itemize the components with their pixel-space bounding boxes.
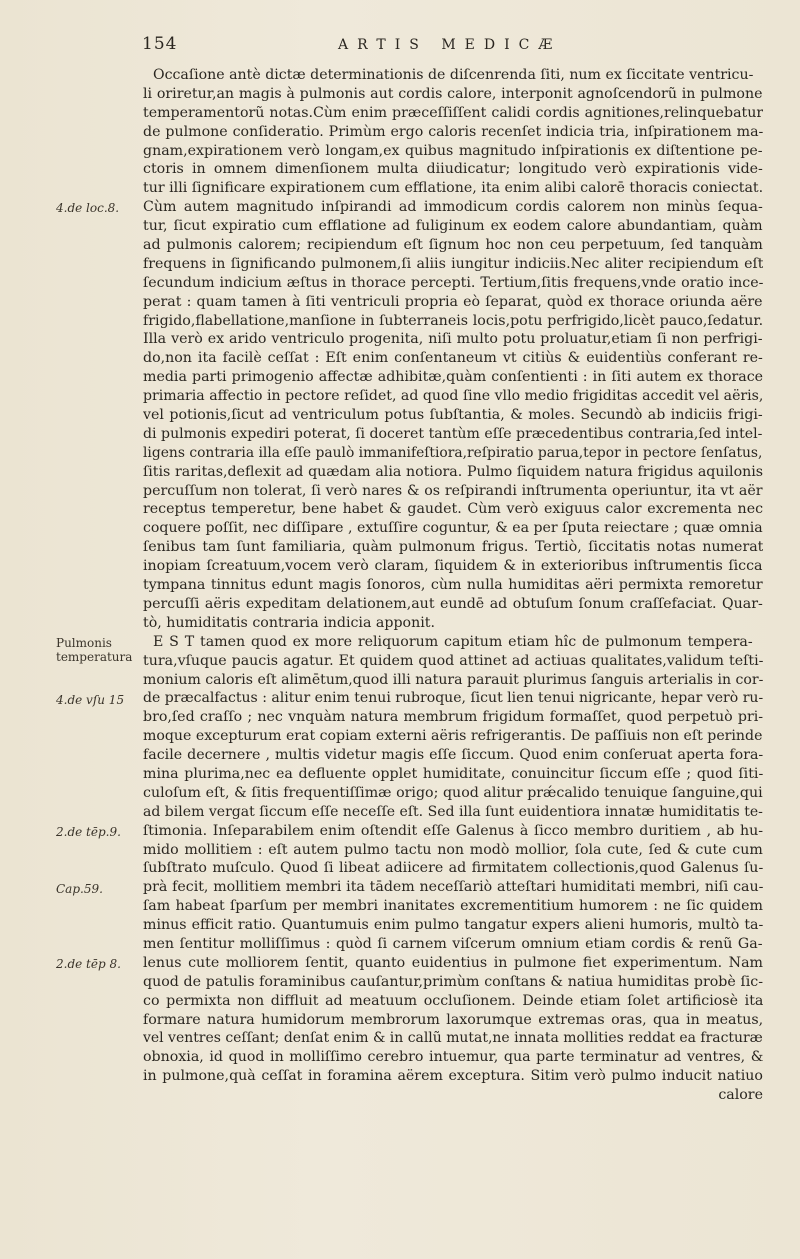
text-line: frigido,flabellatione,manſione in ſubterraneis locis,potu perfrigido,licèt pauco,ſedatur.	[143, 312, 763, 329]
text-line: Illa verò ex arido ventriculo progenita, niſi multo potu proluatur,etiam ſi non perfrigi-	[143, 331, 763, 348]
text-line: receptus temperetur, bene habet & gaudet. Cùm verò exiguus calor excrementa nec	[143, 501, 763, 518]
text-line: obnoxia, id quod in molliſſimo cerebro intuemur, qua parte terminatur ad ventres, &	[143, 1049, 763, 1066]
text-line: Occaſione antè dictæ determinationis de diſcenrenda ſiti, num ex ſiccitate ventricu-	[152, 67, 754, 83]
margin-note-line: temperatura	[56, 650, 133, 664]
text-line: calore	[718, 1087, 763, 1104]
text-line: ctoris in omnem dimenſionem multa diiudicatur; longitudo verò expirationis vide-	[143, 161, 763, 178]
text-line: ſitis raritas,deflexit ad quædam alia notiora. Pulmo ſiquidem natura frigidus aquilonis	[143, 463, 763, 480]
text-line: formare natura humidorum membrorum laxorumque extremas oras, qua in meatus,	[143, 1011, 763, 1028]
margin-note	[56, 825, 121, 839]
margin-note-line: 2.de tēp.9.	[56, 825, 121, 839]
text-line: de præcalfactus : alitur enim tenui rubroque, ſicut lien tenui nigricante, hepar verò ru-	[143, 690, 763, 707]
text-line: tò, humiditatis contraria indicia apponit.	[143, 614, 435, 631]
text-line: primaria affectio in pectore reſidet, ad quod ſine vllo medio frigiditas accedit vel aëris,	[143, 388, 764, 405]
margin-note	[56, 636, 132, 664]
text-line: coquere poſſit, nec diſſipare , extuſſire coguntur, & ea per ſputa reiectare ; quæ omnia	[143, 520, 763, 537]
text-line: ſenibus tam ſunt familiaria, quàm pulmonum frigus. Tertiò, ſiccitatis notas numerat	[143, 539, 763, 556]
text-line: vel ventres ceſſant; denſat enim & in callũ mutat,ne innata mollities reddat ea fracturæ	[143, 1030, 763, 1047]
text-line: prà fecit, mollitiem membri ita tādem neceſſariò atteſtari humiditati membri, niſi cau-	[143, 879, 763, 896]
text-line: ſam habeat ſparſum per membri inanitates excrementitium humorem : ne ſic quidem	[143, 898, 763, 915]
text-line: minus efficit ratio. Quantumuis enim pulmo tangatur expers alieni humoris, multò ta-	[143, 917, 763, 934]
text-line: perat : quam tamen à ſiti ventriculi propria eò ſeparat, quòd ex thorace oriunda aëre	[143, 293, 763, 310]
text-line: men ſentitur molliſſimus : quòd ſi carnem viſcerum omnium etiam cordis & renũ Ga-	[143, 935, 763, 952]
text-line: de pulmone conſideratio. Primùm ergo caloris recenſet indicia tria, inſpirationem ma-	[143, 123, 763, 140]
text-line: culoſum eſt, & ſitis frequentiſſimæ origo; quod alitur prǽcalido tenuique ſanguine,qui	[143, 784, 763, 801]
text-line: facile decernere , multis videtur magis eſſe ſiccum. Quod enim conſeruat aperta fora-	[143, 747, 763, 764]
text-line: do,non ita facilè ceſſat : Eſt enim conſentaneum vt citiùs & euidentiùs conferant re-	[143, 350, 763, 367]
text-line: frequens in ſignificando pulmonem,ſi aliis iungitur indiciis.Nec aliter recipiendum eſt	[143, 255, 763, 272]
text-line: monium caloris eſt alimētum,quod illi natura parauit plurimus ſanguis arterialis in cor-	[143, 671, 763, 688]
text-line: ad bilem vergat ſiccum eſſe neceſſe eſt. Sed illa ſunt euidentiora innatæ humiditatis te-	[143, 803, 763, 820]
text-line: gnam,expirationem verò longam,ex quibus magnitudo inſpirationis ex diſtentione pe-	[143, 142, 763, 159]
text-line: lenus cute molliorem ſentit, quanto euidentius in pulmone fiet experimentum. Nam	[143, 954, 763, 971]
text-line: ſubſtrato muſculo. Quod ſi libeat adiicere ad firmitatem collectionis,quod Galenus ſu-	[143, 860, 763, 877]
text-line: inopiam ſcreatuum,vocem verò claram, ſiquidem & in exterioribus inſtrumentis ſicca	[143, 558, 763, 575]
text-line: ligens contraria illa eſſe paulò immanifeſtiora,reſpiratio parua,tepor in pectore ſenſatus,	[143, 444, 763, 461]
margin-note	[56, 957, 121, 971]
margin-note-line: Pulmonis	[56, 636, 112, 650]
text-line: temperamentorũ notas.Cùm enim præceſſiſſent calidi cordis agnitiones,relinquebatur	[143, 104, 763, 121]
text-line: tur illi ſignificare expirationem cum efflatione, ita enim alibi calorē thoracis coniectat.	[143, 180, 763, 197]
page-header	[128, 34, 770, 58]
text-line: vel potionis,ſicut ad ventriculum potus ſubſtantia, & moles. Secundò ab indiciis frigi-	[143, 407, 763, 424]
running-title: ARTIS MEDICÆ	[338, 37, 562, 53]
page-number: 154	[142, 34, 178, 54]
text-line: co permixta non diffluit ad meatuum occluſionem. Deinde etiam ſolet artificiosè ita	[143, 992, 763, 1009]
text-line: percuſſi aëris expeditam delationem,aut eundē ad obtuſum ſonum craſſefaciat. Quar-	[143, 595, 763, 612]
text-line: di pulmonis expediri poterat, ſi doceret tantùm eſſe præcedentibus contraria,ſed intel-	[143, 425, 763, 442]
text-line: tympana tinnitus edunt magis ſonoros, cùm nulla humiditas aëri permixta remoretur	[143, 577, 763, 594]
main-text	[143, 66, 763, 1105]
text-line: ſecundum indicium æſtus in thorace percepti. Tertium,ſitis frequens,vnde oratio ince-	[143, 274, 763, 291]
text-line: media parti primogenio affectæ adhibitæ,quàm conſentienti : in ſiti autem ex thorace	[143, 369, 763, 386]
text-line: tur, ſicut expiratio cum efflatione ad fuliginum ex eodem calore abundantiam, quàm	[143, 218, 763, 235]
text-line: moque excepturum erat copiam externi aëris refrigerantis. De paſſiuis non eſt perinde	[143, 728, 763, 745]
margin-note	[56, 693, 124, 707]
text-line: tura,vſuque paucis agatur. Et quidem quod attinet ad actiuas qualitates,validum teſti-	[143, 652, 763, 669]
text-line: percuſſum non tolerat, ſi verò nares & os reſpirandi inſtrumenta operiuntur, ita vt aër	[143, 482, 763, 499]
text-line: mido mollitiem : eſt autem pulmo tactu non modò mollior, ſola cute, ſed & cute cum	[143, 841, 763, 858]
margin-note	[56, 882, 103, 896]
margin-note-line: 4.de vſu 15	[56, 692, 125, 707]
text-line: ſtimonia. Inſeparabilem enim oſtendit eſſe Galenus à ſicco membro duritiem , ab hu-	[143, 822, 763, 839]
margin-note-line: 4.de loc.8.	[56, 201, 120, 216]
text-line: Cùm autem magnitudo inſpirandi ad immodicum cordis calorem non minùs ſequa-	[143, 199, 763, 216]
margin-note	[56, 201, 119, 215]
text-line: quod de patulis foraminibus cauſantur,primùm conſtans & natiua humiditas probè ſic-	[143, 973, 763, 990]
text-line: in pulmone,quà ceſſat in foramina aërem exceptura. Sitim verò pulmo inducit natiuo	[143, 1068, 763, 1085]
text-line: bro,ſed craſſo ; nec vnquàm natura membrum frigidum formaſſet, quod perpetuò pri-	[143, 709, 763, 726]
margin-note-line: Cap.59.	[56, 881, 103, 896]
text-line: mina plurima,nec ea defluente opplet humiditate, conuincitur ſiccum eſſe ; quod ſiti-	[143, 765, 763, 782]
margin-note-line: 2.de tēp 8.	[56, 957, 121, 972]
text-line: li oriretur,an magis à pulmonis aut cordis calore, interponit agnoſcendorũ in pulmone	[143, 85, 763, 102]
text-line: ad pulmonis calorem; recipiendum eſt ſignum hoc non ceu perpetuum, ſed tanquàm	[143, 237, 763, 254]
text-line: E S T tamen quod ex more reliquorum capitum etiam hîc de pulmonum tempera-	[153, 633, 753, 650]
